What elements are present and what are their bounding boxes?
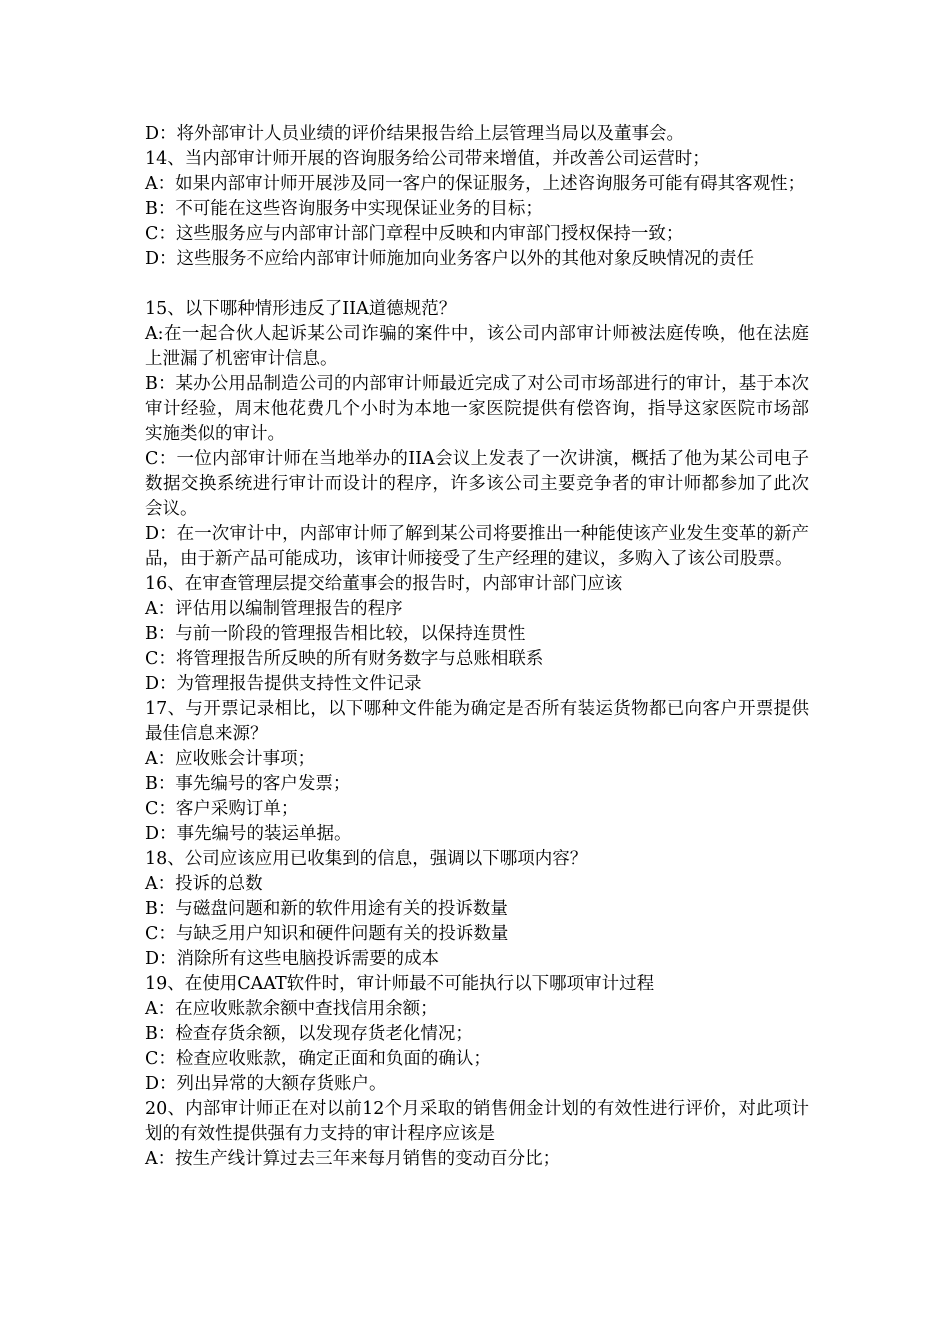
- text-paragraph: D：这些服务不应给内部审计师施加向业务客户以外的其他对象反映情况的责任: [145, 249, 755, 269]
- text-paragraph: 14、当内部审计师开展的咨询服务给公司带来增值，并改善公司运营时；: [145, 149, 710, 169]
- text-paragraph: C：与缺乏用户知识和硬件问题有关的投诉数量: [145, 924, 509, 944]
- text-paragraph: A:在一起合伙人起诉某公司诈骗的案件中，该公司内部审计师被法庭传唤，他在法庭上泄漏了机密审计信息。: [145, 324, 809, 369]
- text-paragraph: D：将外部审计人员业绩的评价结果报告给上层管理当局以及董事会。: [145, 124, 685, 144]
- text-paragraph: 17、与开票记录相比，以下哪种文件能为确定是否所有装运货物都已向客户开票提供最佳信息来源？: [145, 699, 809, 744]
- text-paragraph: B：与磁盘问题和新的软件用途有关的投诉数量: [145, 899, 508, 919]
- text-paragraph: B：与前一阶段的管理报告相比较，以保持连贯性: [145, 624, 526, 644]
- text-paragraph: A：如果内部审计师开展涉及同一客户的保证服务，上述咨询服务可能有碍其客观性；: [145, 174, 806, 194]
- text-paragraph: C：检查应收账款，确定正面和负面的确认；: [145, 1049, 491, 1069]
- text-paragraph: 20、内部审计师正在对以前12个月采取的销售佣金计划的有效性进行评价，对此项计划的有效性提供强有力支持的审计程序应该是: [145, 1099, 809, 1144]
- text-paragraph: B：检查存货余额，以发现存货老化情况；: [145, 1024, 473, 1044]
- text-paragraph: 15、以下哪种情形违反了IIA道德规范？: [145, 299, 457, 319]
- text-paragraph: D：事先编号的装运单据。: [145, 824, 352, 844]
- text-paragraph: 18、公司应该应用已收集到的信息，强调以下哪项内容？: [145, 849, 588, 869]
- text-paragraph: D：为管理报告提供支持性文件记录: [145, 674, 422, 694]
- text-paragraph: A：在应收账款余额中查找信用余额；: [145, 999, 438, 1019]
- text-paragraph: C：这些服务应与内部审计部门章程中反映和内审部门授权保持一致；: [145, 224, 684, 244]
- document-body: [145, 122, 809, 1172]
- blank-line: [145, 272, 809, 297]
- text-paragraph: A：投诉的总数: [145, 874, 263, 894]
- text-paragraph: D：消除所有这些电脑投诉需要的成本: [145, 949, 440, 969]
- text-paragraph: 19、在使用CAAT软件时，审计师最不可能执行以下哪项审计过程: [145, 974, 655, 994]
- text-paragraph: B：某办公用品制造公司的内部审计师最近完成了对公司市场部进行的审计，基于本次审计经验，周末他花费几个小时为本地一家医院提供有偿咨询，指导这家医院市场部实施类似的审计。: [145, 374, 809, 444]
- text-paragraph: A：应收账会计事项；: [145, 749, 316, 769]
- text-paragraph: 16、在审查管理层提交给董事会的报告时，内部审计部门应该: [145, 574, 623, 594]
- text-paragraph: D：在一次审计中，内部审计师了解到某公司将要推出一种能使该产业发生变革的新产品，由于新产品可能成功，该审计师接受了生产经理的建议，多购入了该公司股票。: [145, 524, 809, 569]
- text-paragraph: B：事先编号的客户发票；: [145, 774, 351, 794]
- text-paragraph: C：将管理报告所反映的所有财务数字与总账相联系: [145, 649, 544, 669]
- text-paragraph: D：列出异常的大额存货账户。: [145, 1074, 387, 1094]
- text-paragraph: A：评估用以编制管理报告的程序: [145, 599, 403, 619]
- text-paragraph: C：客户采购订单；: [145, 799, 299, 819]
- text-paragraph: B：不可能在这些咨询服务中实现保证业务的目标；: [145, 199, 543, 219]
- text-paragraph: C：一位内部审计师在当地举办的IIA会议上发表了一次讲演，概括了他为某公司电子数据交换系统进行审计而设计的程序，许多该公司主要竞争者的审计师都参加了此次会议。: [145, 449, 809, 519]
- text-paragraph: A：按生产线计算过去三年来每月销售的变动百分比；: [145, 1149, 561, 1169]
